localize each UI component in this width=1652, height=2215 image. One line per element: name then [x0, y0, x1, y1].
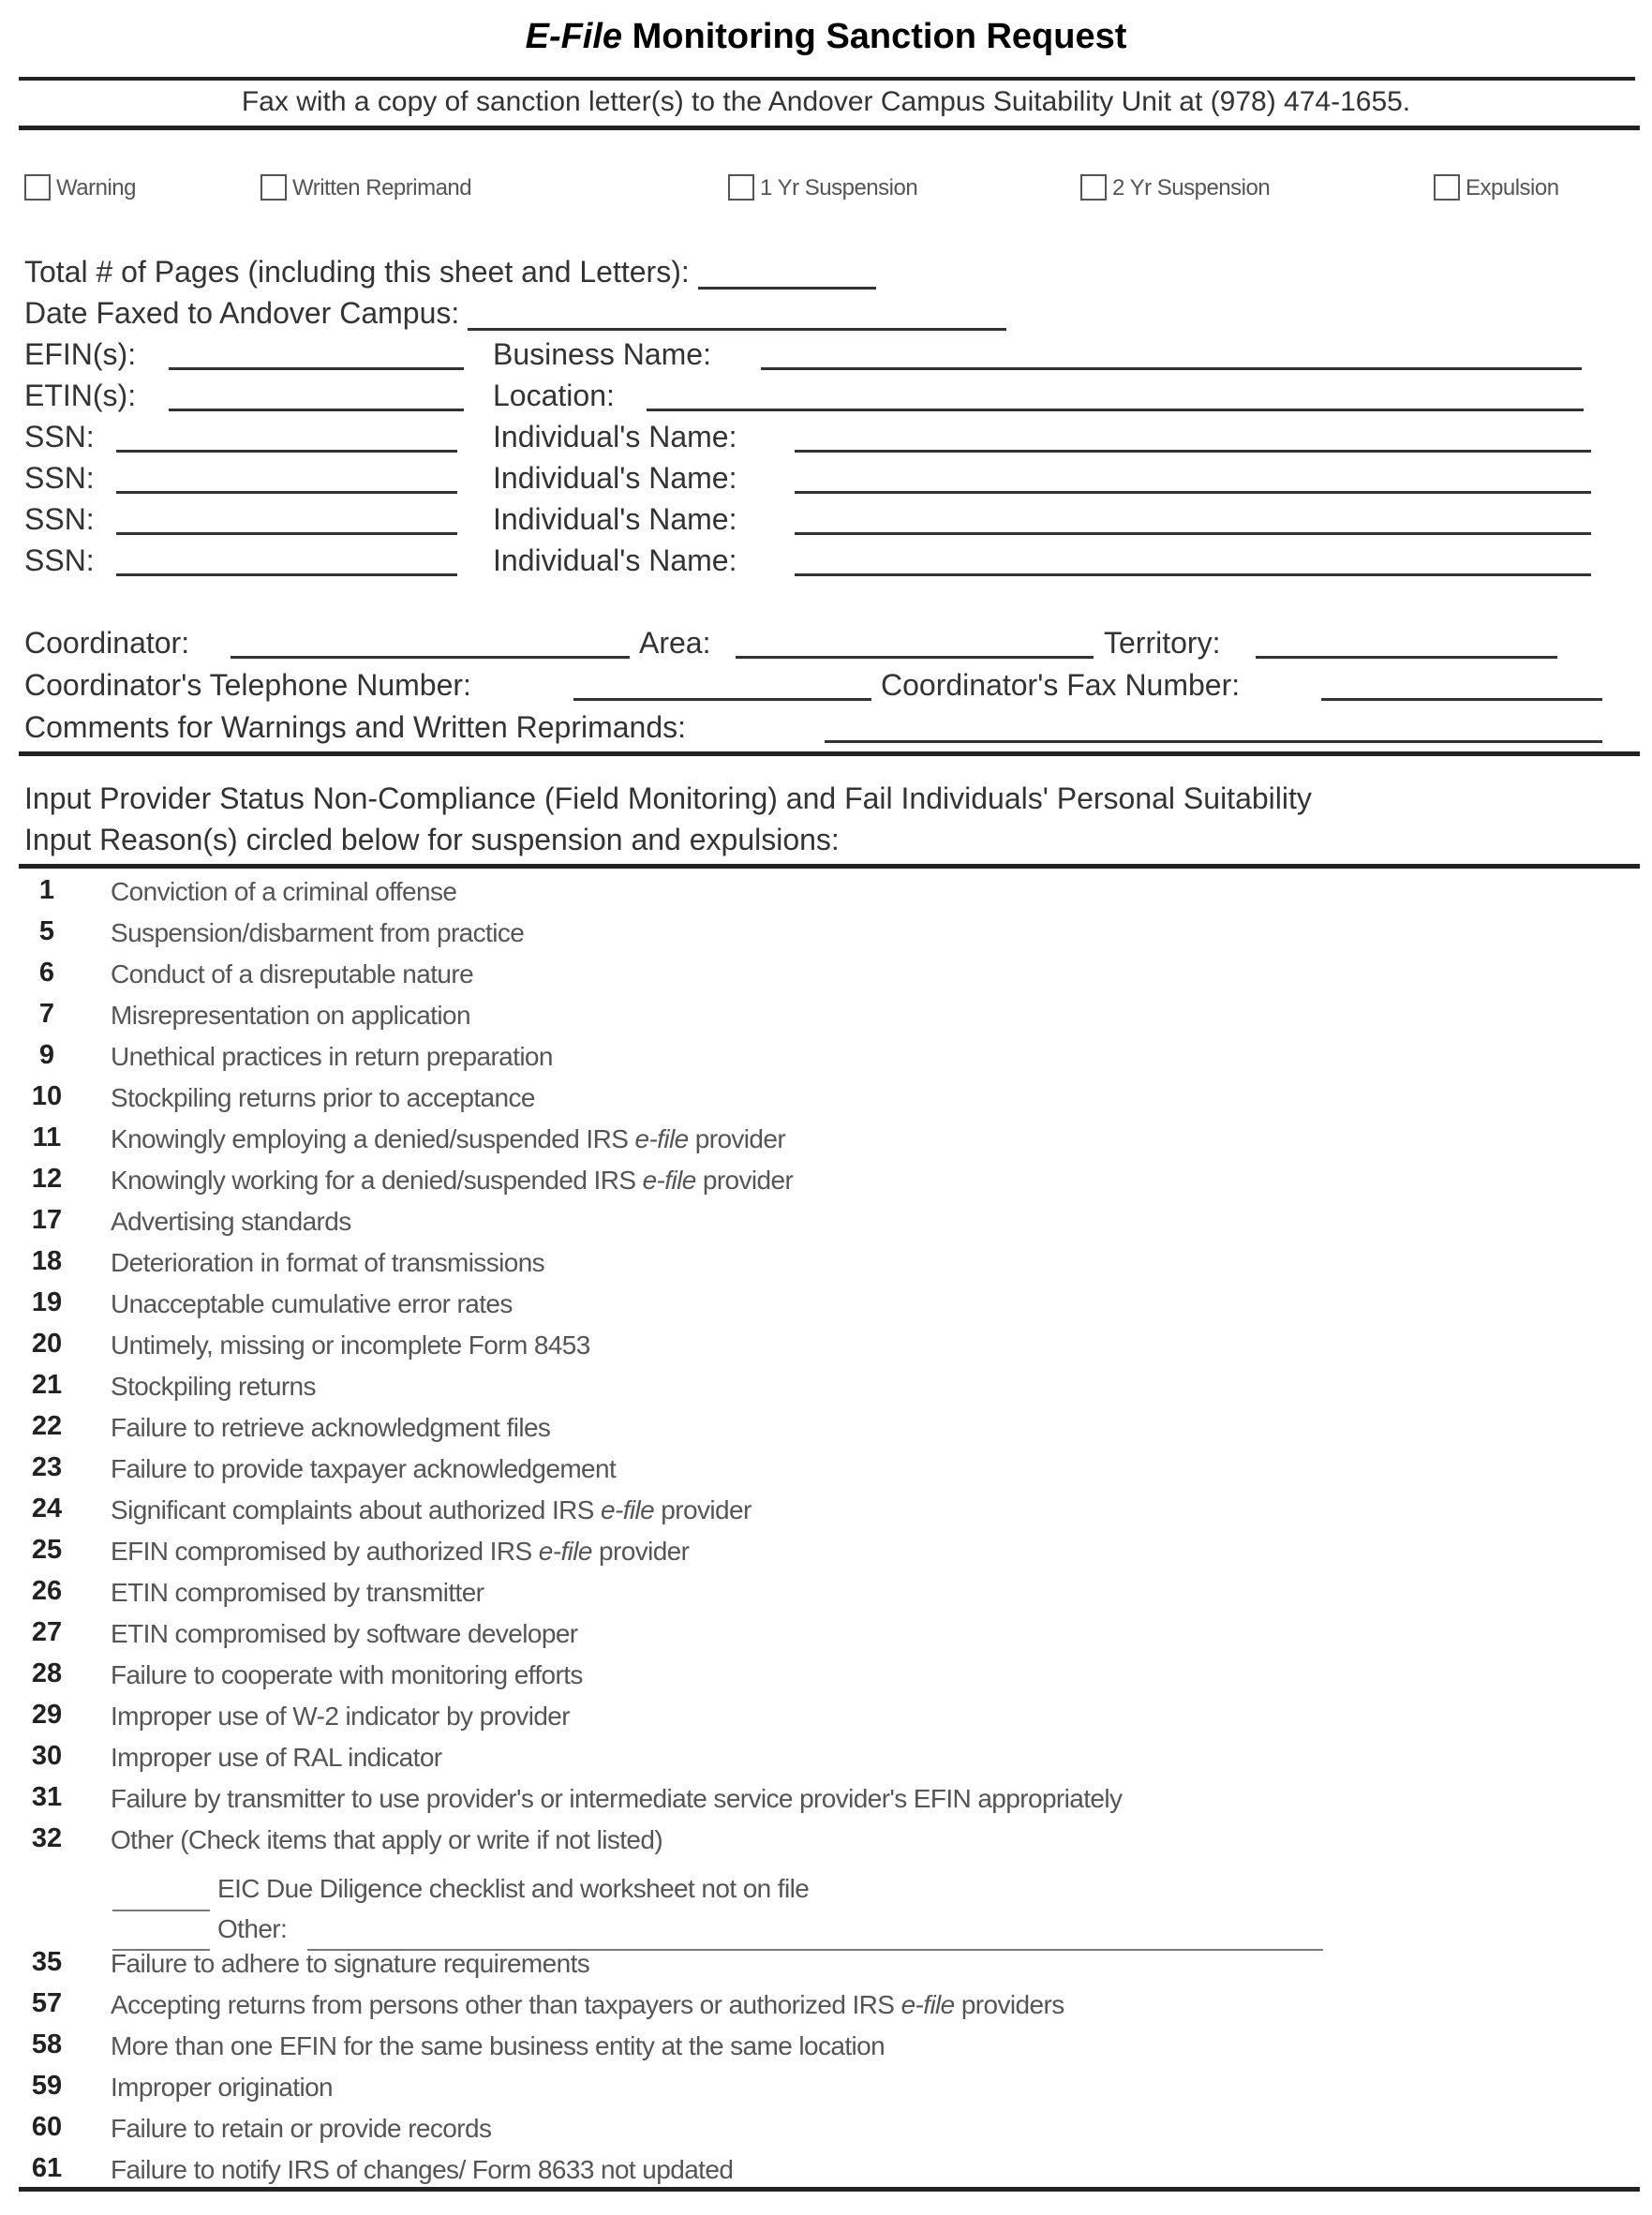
- reason-text: Unacceptable cumulative error rates: [111, 1289, 513, 1318]
- reasons-intro-line2: Input Reason(s) circled below for suspension and expulsions:: [24, 823, 840, 856]
- title-italic: E-File: [525, 17, 623, 56]
- ssn-field[interactable]: [116, 504, 457, 535]
- reason-text: Failure to provide taxpayer acknowledgement: [111, 1454, 617, 1483]
- individual-name-field[interactable]: [795, 422, 1591, 453]
- reason-text: Knowingly working for a denied/suspended IRS e-file provider: [111, 1166, 794, 1195]
- checkbox-expulsion[interactable]: [1434, 174, 1559, 201]
- reason-code[interactable]: 12: [31, 1164, 63, 1194]
- reason-code[interactable]: 7: [38, 999, 55, 1029]
- reason-code[interactable]: 28: [31, 1658, 63, 1688]
- individual-name-field[interactable]: [795, 463, 1591, 494]
- reason-code[interactable]: 58: [31, 2029, 63, 2059]
- checkbox-label: Written Reprimand: [292, 175, 472, 201]
- total-pages-field[interactable]: [698, 259, 876, 290]
- reason-code[interactable]: 32: [31, 1823, 63, 1853]
- telephone-label: Coordinator's Telephone Number:: [24, 668, 471, 702]
- comments-field[interactable]: [825, 712, 1602, 743]
- reason-text: Stockpiling returns prior to acceptance: [111, 1083, 535, 1112]
- reason-code[interactable]: 60: [31, 2112, 63, 2142]
- checkbox-2yr-suspension[interactable]: [1080, 174, 1270, 201]
- reason-code[interactable]: 25: [31, 1535, 63, 1565]
- checkbox-written-reprimand[interactable]: [260, 174, 471, 201]
- reason-text: Significant complaints about authorized IRS e-file provider: [111, 1495, 752, 1524]
- reason-text: Improper use of RAL indicator: [111, 1743, 442, 1772]
- area-field[interactable]: [736, 628, 1094, 659]
- reason-code[interactable]: 10: [31, 1081, 63, 1111]
- checkbox-icon[interactable]: [260, 174, 287, 201]
- reason-text: Improper use of W-2 indicator by provider: [111, 1702, 570, 1731]
- checkbox-label: Warning: [56, 175, 136, 201]
- checkbox-icon[interactable]: [1434, 174, 1460, 201]
- checkbox-icon[interactable]: [728, 174, 754, 201]
- etin-field[interactable]: [169, 380, 464, 411]
- reason-code[interactable]: 31: [31, 1782, 63, 1812]
- individual-name-field[interactable]: [795, 504, 1591, 535]
- location-field[interactable]: [647, 380, 1584, 411]
- date-faxed-row: [24, 296, 1006, 331]
- efin-field[interactable]: [169, 339, 464, 370]
- reason-text: Conduct of a disreputable nature: [111, 959, 474, 989]
- other-checkline[interactable]: [112, 1947, 210, 1951]
- ssn-field[interactable]: [116, 422, 457, 453]
- reason-code[interactable]: 27: [31, 1617, 63, 1647]
- area-label: Area:: [639, 626, 711, 660]
- reason-code[interactable]: 57: [31, 1988, 63, 2018]
- eic-due-diligence-text: EIC Due Diligence checklist and worksheet not on file: [217, 1874, 810, 1903]
- reason-code[interactable]: 5: [38, 916, 55, 946]
- reason-text: Failure to cooperate with monitoring efforts: [111, 1660, 583, 1689]
- checkbox-label: 1 Yr Suspension: [760, 175, 918, 201]
- business-name-field[interactable]: [761, 339, 1582, 370]
- fax-instruction: Fax with a copy of sanction letter(s) to the Andover Campus Suitability Unit at (978) 474-1655.: [241, 86, 1411, 117]
- other-label: Other:: [217, 1914, 288, 1943]
- individual-name-label: Individual's Name:: [493, 502, 737, 536]
- reason-text: ETIN compromised by transmitter: [111, 1578, 484, 1607]
- ssn-label: SSN:: [24, 420, 95, 453]
- divider: [19, 864, 1640, 869]
- reason-code[interactable]: 20: [31, 1329, 63, 1359]
- reason-text: Advertising standards: [111, 1207, 351, 1236]
- reason-text: Accepting returns from persons other than taxpayers or authorized IRS e-file providers: [111, 1990, 1064, 2019]
- reason-text: ETIN compromised by software developer: [111, 1619, 578, 1648]
- reason-text: Improper origination: [111, 2073, 334, 2102]
- checkbox-1yr-suspension[interactable]: [728, 174, 917, 201]
- territory-label: Territory:: [1104, 626, 1221, 660]
- reason-code[interactable]: 23: [31, 1452, 63, 1482]
- reasons-intro-line1: Input Provider Status Non-Compliance (Field Monitoring) and Fail Individuals' Personal Suitability: [24, 781, 1312, 815]
- reason-text: Untimely, missing or incomplete Form 8453: [111, 1330, 590, 1360]
- reason-code[interactable]: 59: [31, 2071, 63, 2101]
- coordinator-label: Coordinator:: [24, 626, 190, 660]
- reason-code[interactable]: 29: [31, 1700, 63, 1730]
- etin-label: ETIN(s):: [24, 379, 137, 412]
- other-field[interactable]: [307, 1947, 1323, 1951]
- business-name-label: Business Name:: [493, 337, 711, 371]
- reason-code[interactable]: 61: [31, 2153, 63, 2183]
- reason-code[interactable]: 21: [31, 1370, 63, 1400]
- checkbox-icon[interactable]: [1080, 174, 1107, 201]
- ssn-field[interactable]: [116, 545, 457, 576]
- territory-field[interactable]: [1256, 628, 1557, 659]
- reason-code[interactable]: 35: [31, 1947, 63, 1977]
- divider: [19, 751, 1640, 756]
- ssn-label: SSN:: [24, 502, 95, 536]
- reason-text: Other (Check items that apply or write if not listed): [111, 1825, 663, 1854]
- reason-code[interactable]: 19: [31, 1287, 63, 1317]
- fax-number-field[interactable]: [1321, 670, 1602, 701]
- title-rest: Monitoring Sanction Request: [622, 17, 1127, 56]
- reason-text: Deterioration in format of transmissions: [111, 1248, 545, 1277]
- individual-name-label: Individual's Name:: [493, 543, 737, 577]
- coordinator-field[interactable]: [231, 628, 630, 659]
- reason-text: Failure to adhere to signature requirements: [111, 1949, 590, 1978]
- reason-text: Failure to notify IRS of changes/ Form 8633 not updated: [111, 2155, 734, 2184]
- date-faxed-label: Date Faxed to Andover Campus:: [24, 296, 460, 330]
- ssn-label: SSN:: [24, 461, 95, 495]
- reason-text: Knowingly employing a denied/suspended IRS e-file provider: [111, 1124, 786, 1153]
- divider: [19, 126, 1640, 130]
- reason-text: Failure by transmitter to use provider's or intermediate service provider's EFIN appropriately: [111, 1784, 1123, 1813]
- date-faxed-field[interactable]: [468, 300, 1006, 331]
- reason-code[interactable]: 26: [31, 1576, 63, 1606]
- reason-text: EFIN compromised by authorized IRS e-file provider: [111, 1537, 690, 1566]
- individual-name-field[interactable]: [795, 545, 1591, 576]
- reason-code[interactable]: 1: [38, 875, 55, 905]
- reason-code[interactable]: 24: [31, 1494, 63, 1524]
- checkbox-icon[interactable]: [24, 174, 51, 201]
- checkbox-label: 2 Yr Suspension: [1112, 175, 1271, 201]
- reason-text: Misrepresentation on application: [111, 1001, 470, 1030]
- individual-name-label: Individual's Name:: [493, 461, 737, 495]
- reason-text: Unethical practices in return preparation: [111, 1042, 553, 1071]
- checkbox-label: Expulsion: [1466, 175, 1559, 201]
- eic-checkline[interactable]: [112, 1908, 210, 1911]
- efin-label: EFIN(s):: [24, 337, 137, 371]
- page-title: [0, 17, 1652, 57]
- reason-code[interactable]: 11: [32, 1122, 62, 1152]
- divider: [19, 77, 1635, 81]
- reason-text: Failure to retain or provide records: [111, 2114, 492, 2143]
- comments-label: Comments for Warnings and Written Reprimands:: [24, 710, 687, 744]
- ssn-field[interactable]: [116, 463, 457, 494]
- reason-text: Failure to retrieve acknowledgment files: [111, 1413, 551, 1442]
- telephone-field[interactable]: [573, 670, 871, 701]
- reason-code[interactable]: 9: [38, 1040, 55, 1070]
- reason-text: Stockpiling returns: [111, 1372, 316, 1401]
- divider: [19, 2187, 1640, 2192]
- individual-name-label: Individual's Name:: [493, 420, 737, 453]
- reason-text: Conviction of a criminal offense: [111, 877, 457, 906]
- reason-code[interactable]: 18: [31, 1246, 63, 1276]
- location-label: Location:: [493, 379, 615, 412]
- reason-text: Suspension/disbarment from practice: [111, 918, 525, 947]
- fax-number-label: Coordinator's Fax Number:: [881, 668, 1241, 702]
- total-pages-label: Total # of Pages (including this sheet and Letters):: [24, 255, 690, 289]
- ssn-label: SSN:: [24, 543, 95, 577]
- reason-code[interactable]: 17: [31, 1205, 63, 1235]
- total-pages-row: [24, 255, 876, 290]
- checkbox-warning[interactable]: [24, 174, 136, 201]
- reason-text: More than one EFIN for the same business entity at the same location: [111, 2031, 886, 2060]
- reason-code[interactable]: 22: [31, 1411, 63, 1441]
- reason-code[interactable]: 30: [31, 1741, 63, 1771]
- reason-code[interactable]: 6: [38, 958, 55, 988]
